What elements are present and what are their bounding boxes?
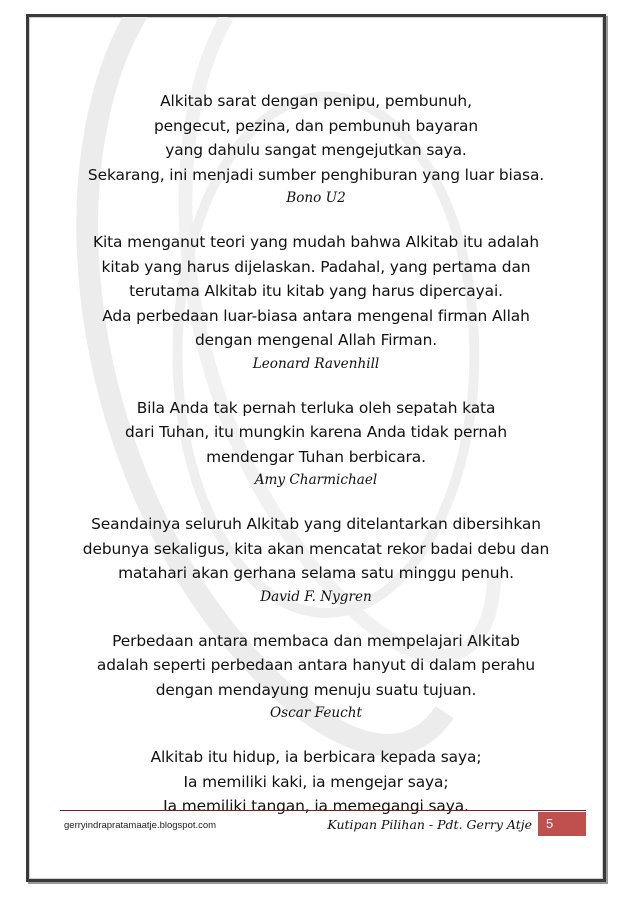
quote-block: [29, 396, 603, 491]
page-frame: [26, 14, 606, 882]
quote-line: dari Tuhan, itu mungkin karena Anda tidak pernah: [124, 423, 508, 441]
quote-line: Bila Anda tak pernah terluka oleh sepatah kata: [136, 398, 496, 417]
quote-author: David F. Nygren: [260, 588, 372, 605]
quote-line: Alkitab sarat dengan penipu, pembunuh,: [160, 92, 472, 110]
quote-line: yang dahulu sangat mengejutkan saya.: [165, 141, 467, 159]
quote-block: [29, 89, 603, 208]
quote-author: Oscar Feucht: [270, 705, 362, 721]
quote-line: debunya sekaligus, kita akan mencatat rekor badai debu dan: [82, 539, 550, 558]
page-number-badge: 5: [538, 812, 586, 836]
quote-line: Kita menganut teori yang mudah bahwa Alkitab itu adalah: [92, 233, 540, 251]
quote-block: [29, 629, 603, 724]
quote-line: pengecut, pezina, dan pembunuh bayaran: [153, 116, 479, 135]
quote-line: Ia memiliki tangan, ia memegangi saya.: [163, 797, 469, 815]
quote-author: Bono U2: [286, 190, 346, 206]
quote-block: [29, 512, 603, 607]
quote-author: Amy Charmichael: [254, 472, 378, 488]
footer-blog-url: gerryindrapratamaatje.blogspot.com: [64, 820, 217, 831]
quote-block: [29, 230, 603, 374]
quote-line: Ada perbedaan luar-biasa antara mengenal firman Allah: [102, 306, 530, 325]
quote-line: Alkitab itu hidup, ia berbicara kepada saya;: [150, 748, 482, 766]
quote-line: Sekarang, ini menjadi sumber penghiburan yang luar biasa.: [87, 165, 545, 184]
quote-line: adalah seperti perbedaan antara hanyut di dalam perahu: [96, 656, 536, 674]
quote-line: kitab yang harus dijelaskan. Padahal, yang pertama dan: [101, 257, 531, 276]
quote-line: dengan mendayung menuju suatu tujuan.: [155, 680, 477, 699]
quote-line: mendengar Tuhan berbicara.: [206, 447, 426, 466]
quote-block: [29, 745, 603, 819]
quote-line: matahari akan gerhana selama satu minggu penuh.: [118, 564, 514, 582]
quotes-list: [29, 89, 603, 841]
page-footer: [60, 810, 586, 837]
quote-line: Ia memiliki kaki, ia mengejar saya;: [183, 772, 449, 791]
footer-document-title: Kutipan Pilihan - Pdt. Gerry Atje: [327, 817, 532, 832]
quote-line: dengan mengenal Allah Firman.: [194, 331, 438, 349]
quote-line: Perbedaan antara membaca dan mempelajari Alkitab: [112, 631, 520, 650]
quote-author: Leonard Ravenhill: [252, 355, 380, 372]
quote-line: terutama Alkitab itu kitab yang harus dipercayai.: [129, 282, 503, 300]
quote-line: Seandainya seluruh Alkitab yang ditelantarkan dibersihkan: [91, 515, 541, 533]
